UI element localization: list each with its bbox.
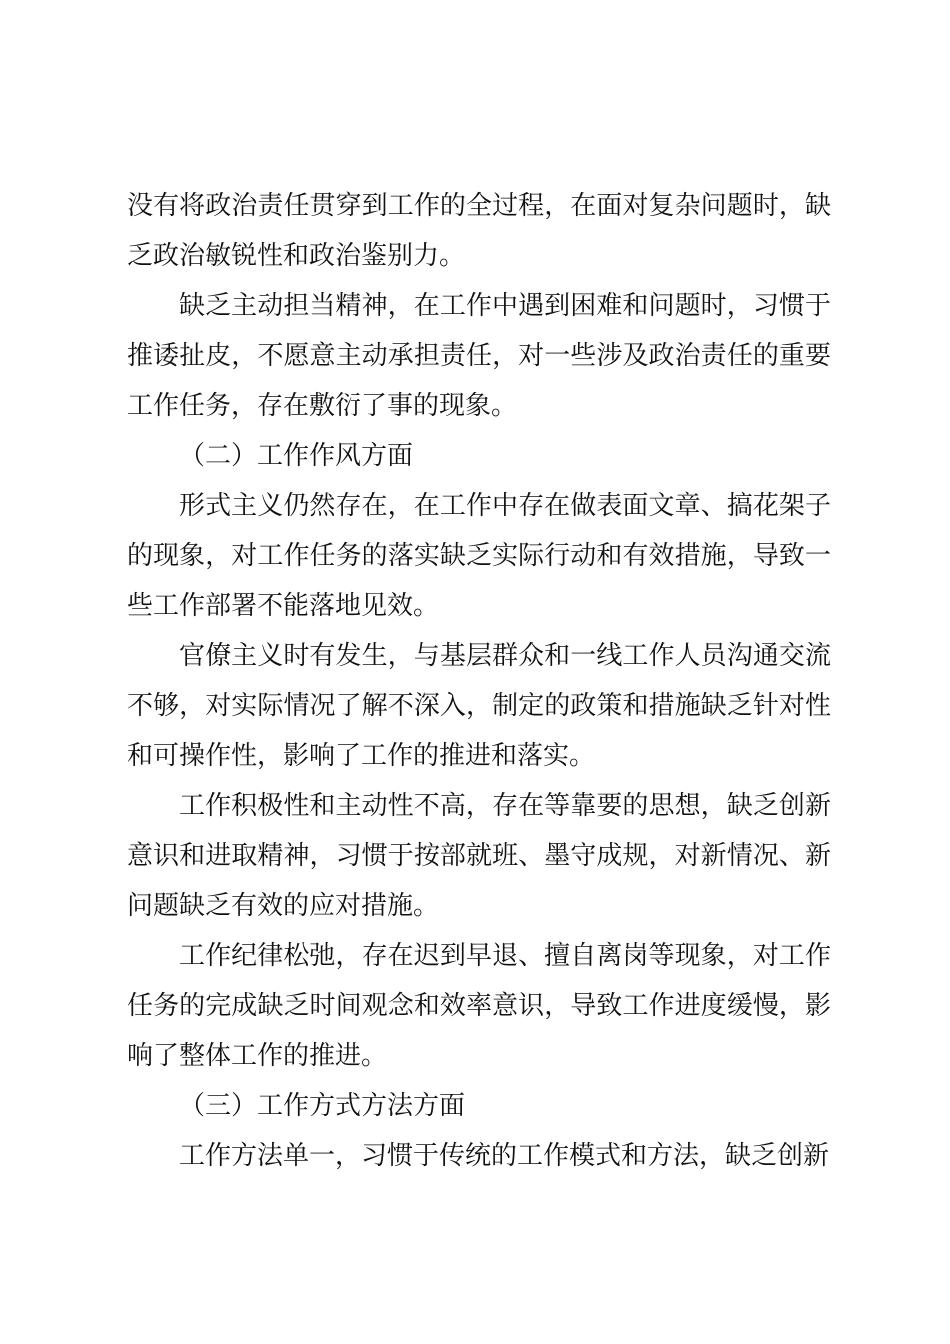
- paragraph-discipline: 工作纪律松弛，存在迟到早退、擅自离岗等现象，对工作任务的完成缺乏时间观念和效率意识，导致工作进度缓慢，影响了整体工作的推进。: [127, 941, 831, 1071]
- document-body: [127, 181, 831, 1181]
- paragraph-continuation: 没有将政治责任贯穿到工作的全过程，在面对复杂问题时，缺乏政治敏锐性和政治鉴别力。: [127, 191, 831, 271]
- section-heading-work-style: （二）工作作风方面: [179, 441, 414, 471]
- paragraph-bureaucratism: 官僚主义时有发生，与基层群众和一线工作人员沟通交流不够，对实际情况了解不深入，制定的政策和措施缺乏针对性和可操作性，影响了工作的推进和落实。: [127, 641, 831, 771]
- paragraph-initiative: 缺乏主动担当精神，在工作中遇到困难和问题时，习惯于推诿扯皮，不愿意主动承担责任，对一些涉及政治责任的重要工作任务，存在敷衍了事的现象。: [127, 291, 831, 421]
- paragraph-methods: 工作方法单一，习惯于传统的工作模式和方法，缺乏创新: [179, 1141, 830, 1171]
- paragraph-formalism: 形式主义仍然存在，在工作中存在做表面文章、搞花架子的现象，对工作任务的落实缺乏实际行动和有效措施，导致一些工作部署不能落地见效。: [127, 491, 831, 621]
- paragraph-enthusiasm: 工作积极性和主动性不高，存在等靠要的思想，缺乏创新意识和进取精神，习惯于按部就班、墨守成规，对新情况、新问题缺乏有效的应对措施。: [127, 791, 831, 921]
- section-heading-work-methods: （三）工作方式方法方面: [179, 1091, 466, 1121]
